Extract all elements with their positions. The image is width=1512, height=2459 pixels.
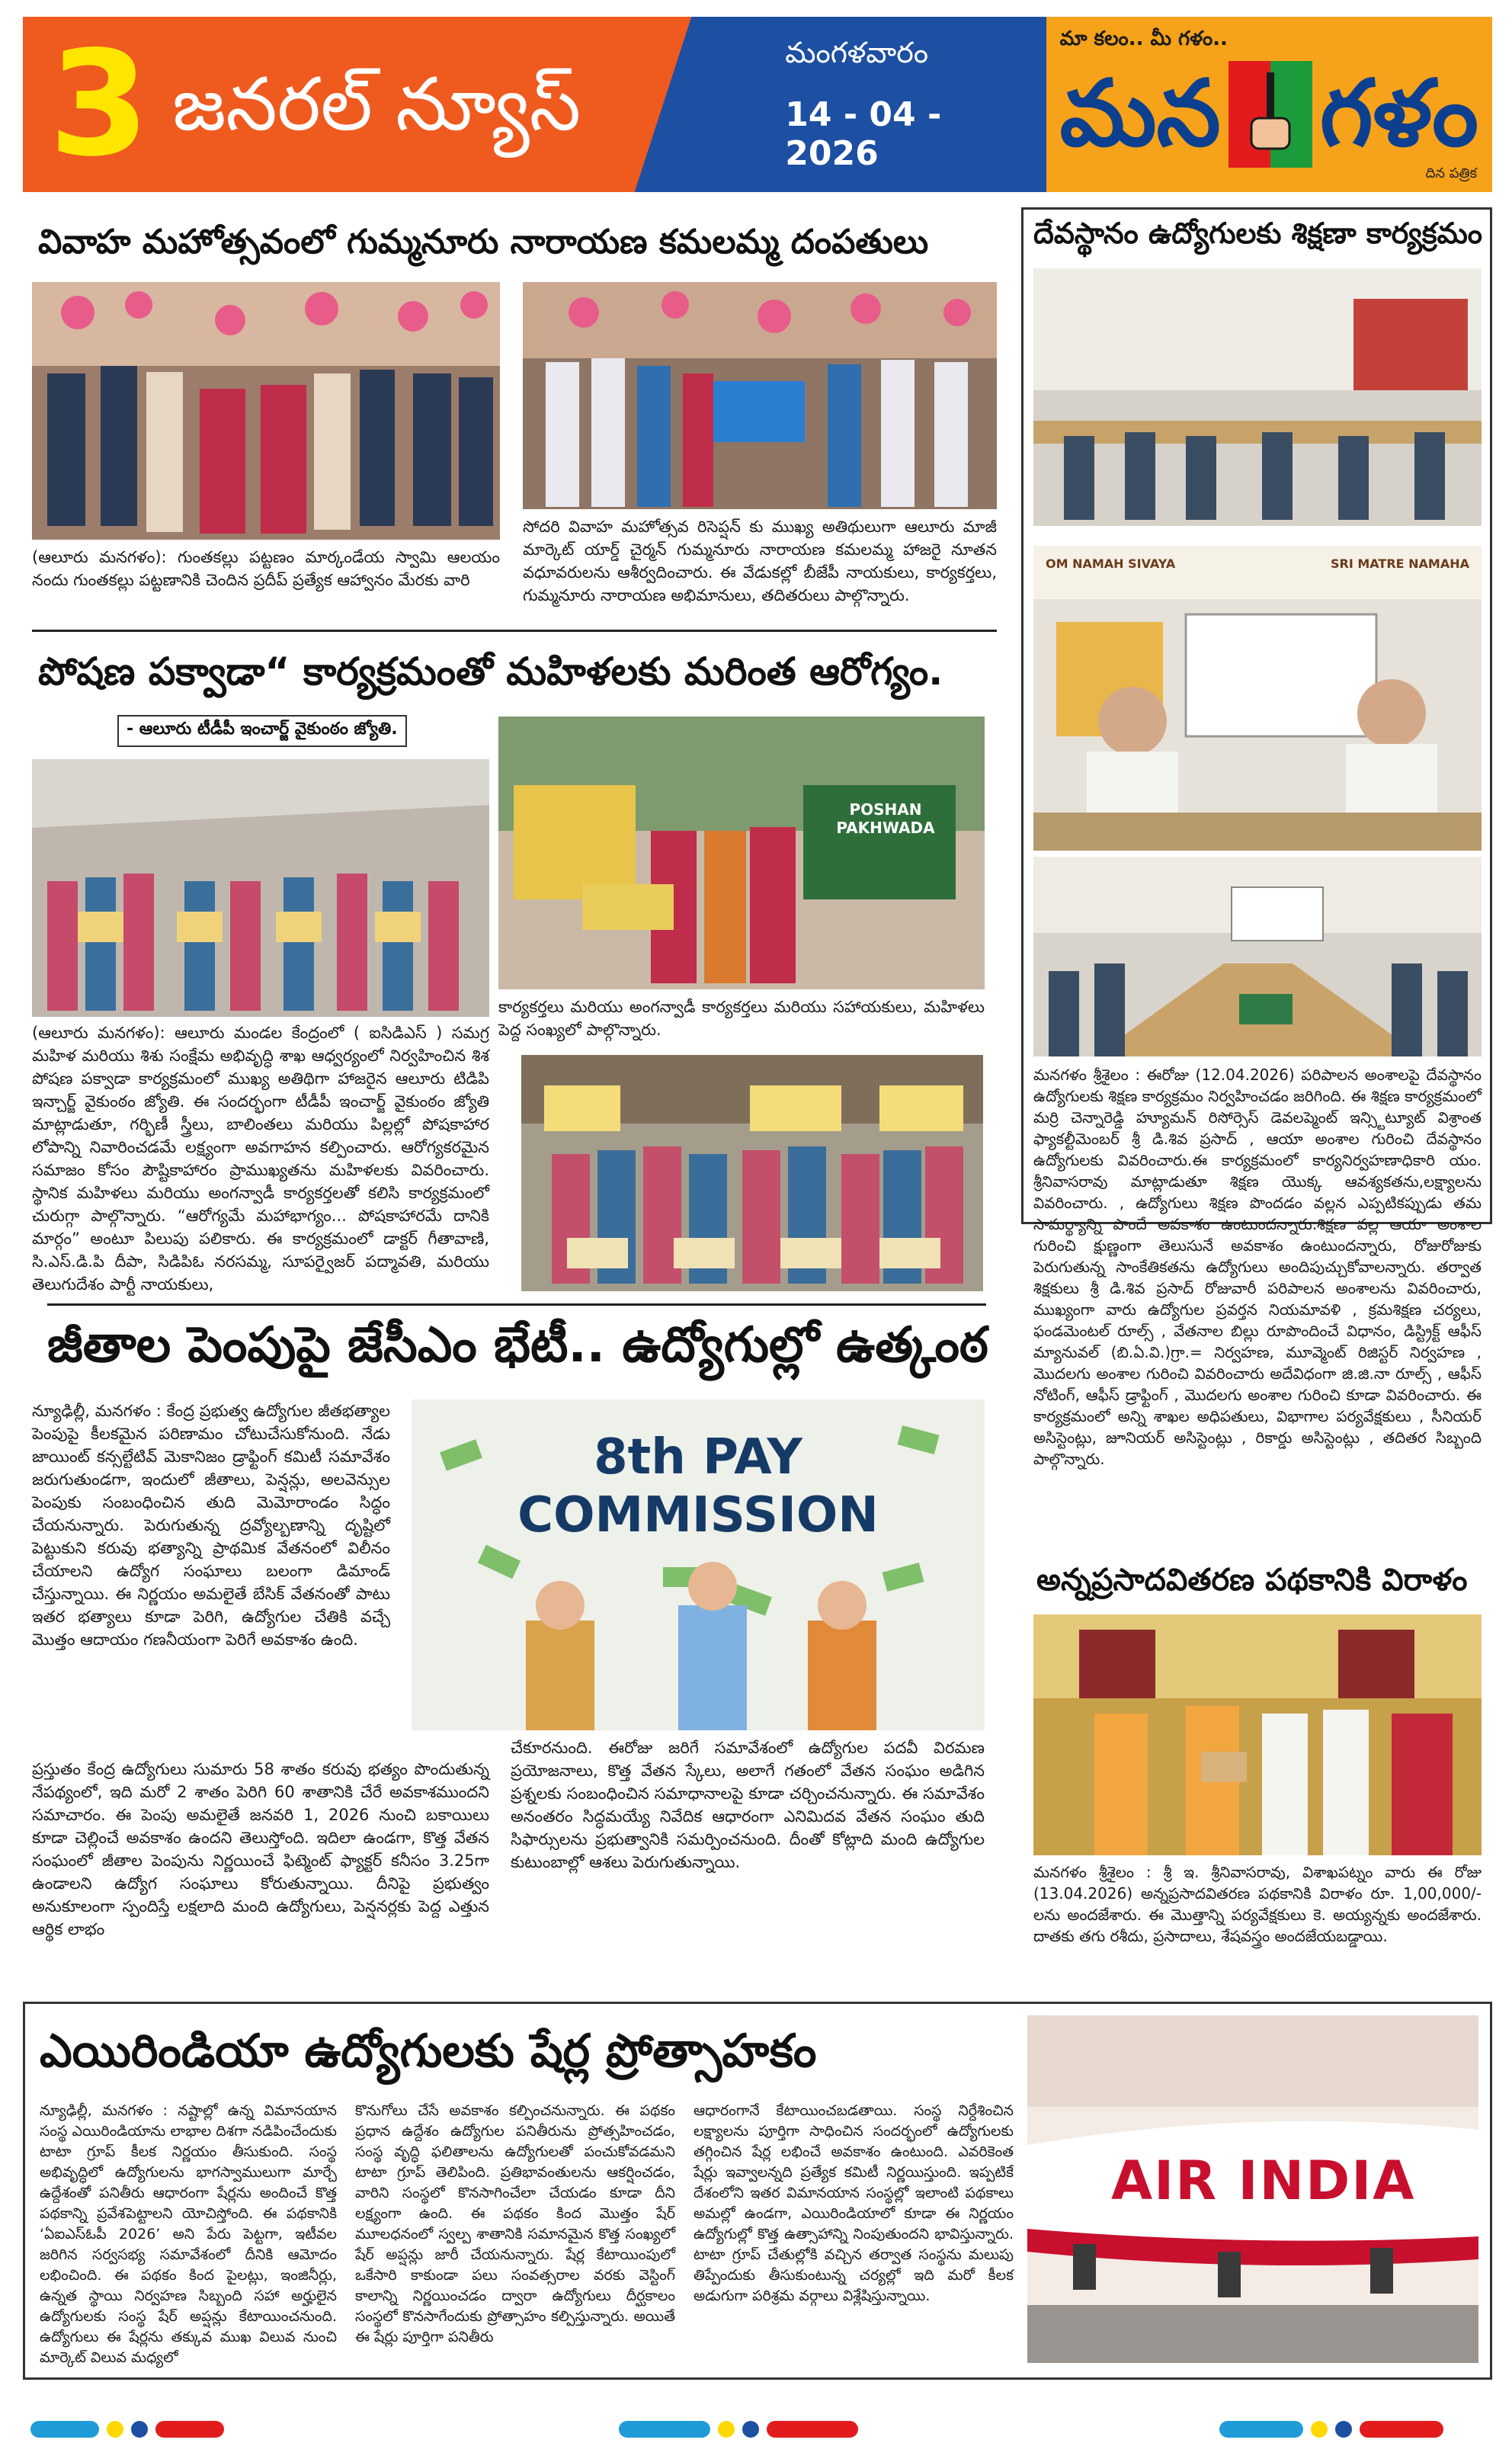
poshan-photo-women xyxy=(521,1055,983,1291)
article4-col1: న్యూఢిల్లీ, మనగళం : నష్టాల్లో ఉన్న విమానయాన సంస్థ ఎయిరిండియాను లాభాల దిశగా నడిపించేందుకు టాటా గ్రూప్ కీలక నిర్ణయం తీసుకుంది. సంస్థ అభివృద్ధిలో ఉద్యోగులను భాగస్వాములుగా మార్చే ఉద్దేశంతో పనితీరు ఆధారంగా షేర్లను అందించే కొత్త పథకాన్ని ప్రవేశపెట్టాలని యోచిస్తోంది. ఈ పథకానికి ‘ఏఐఎస్ఓపీ 2026’ అని పేరు పెట్టగా, ఇటీవల జరిగిన సర్వసభ్య సమావేశంలో దీనికి ఆమోదం లభించింది. ఈ పథకం కింద పైలట్లు, ఇంజినీర్లు, ఉన్నత స్థాయి నిర్వహణ సిబ్బంది సహా అర్హులైన ఉద్యోగులకు సంస్థ షేర్ అప్షన్లు కేటాయించనుంది. ఉద్యోగులు ఈ షేర్లను తక్కువ ముఖ విలువ నుంచి మార్కెట్ విలువ మధ్యలో xyxy=(40,2102,337,2366)
issue-day: మంగళవారం xyxy=(785,36,929,69)
sidebar2-headline: అన్నప్రసాదవితరణ పథకానికి విరాళం xyxy=(1036,1563,1468,1598)
masthead-section-panel xyxy=(23,17,694,192)
footer-dots-center xyxy=(619,2419,858,2439)
article4-col3: ఆధారంగానే కేటాయించబడతాయి. సంస్థ నిర్దేశించిన లక్ష్యాలను పూర్తిగా సాధించిన సందర్భంలో ఉద్యోగులకు తగ్గించిన షేర్ల లభించే అవకాశం ఉంటుంది. ఎవరికెంత షేర్లు ఇవ్వాలన్నది ప్రత్యేక కమిటీ నిర్ణయిస్తుంది. ఇప్పటికే దేశంలోని ఇతర విమానయాన సంస్థల్లో ఇలాంటి పథకాలు అమల్లో ఉండగా, ఎయిరిండియాలో కూడా ఈ నిర్ణయం ఉద్యోగుల్లో కొత్త ఉత్సాహాన్ని నింపుతుందని భావిస్తున్నారు. టాటా గ్రూప్ చేతుల్లోకి వచ్చిన తర్వాత సంస్థను మలుపు తిప్పేందుకు తీసుకుంటున్న చర్యల్లో ఇది మరో కీలక అడుగుగా పరిశ్రమ వర్గాలు విశ్లేషిస్తున్నాయి. xyxy=(694,2102,1014,2304)
poshan-poster-text: POSHAN PAKHWADA xyxy=(836,800,935,837)
training-banner-right: SRI MATRE NAMAHA xyxy=(1330,556,1469,571)
divider xyxy=(32,630,997,632)
poshan-photo-stage xyxy=(498,717,985,989)
training-photo-1 xyxy=(1033,268,1482,526)
footer-dots-left xyxy=(30,2419,224,2439)
article4-headline: ఎయిరిండియా ఉద్యోగులకు షేర్ల ప్రోత్సాహకం xyxy=(40,2025,817,2078)
article3-body-right: చేకూరనుంది. ఈరోజు జరిగే సమావేశంలో ఉద్యోగుల పదవీ విరమణ ప్రయోజనాలు, కొత్త వేతన స్కేలు, అలాగే గతంలో వేతన సంఘం అడిగిన ప్రశ్నలకు సంబంధించిన సమాధానాలపై కూడా చర్చించనున్నారు. ఈ సమావేశం అనంతరం సిద్ధమయ్యే నివేదిక ఆధారంగా ఎనిమిదవ వేతన సంఘం తుది సిఫార్సులను ప్రభుత్వానికి సమర్పించనుంది. దీంతో కోట్లాది మంది ఉద్యోగుల కుటుంబాల్లో ఆశలు పెరుగుతున్నాయి. xyxy=(511,1739,985,1871)
divider xyxy=(47,1303,986,1306)
training-banner-left: OM NAMAH SIVAYA xyxy=(1046,556,1176,571)
sidebar1-headline: దేవస్థానం ఉద్యోగులకు శిక్షణా కార్యక్రమం xyxy=(1033,216,1483,250)
masthead-logo-panel xyxy=(1046,17,1492,192)
article2-credit: - ఆలూరు టీడీపీ ఇంచార్జ్ వైకుంఠం జ్యోతి. xyxy=(117,715,407,747)
article4-col2: కొనుగోలు చేసే అవకాశం కల్పించనున్నారు. ఈ పథకం ప్రధాన ఉద్దేశం ఉద్యోగుల పనితీరును ప్రోత్సహించడం, సంస్థ వృద్ధి ఫలితాలను ఉద్యోగులతో పంచుకోవడమని టాటా గ్రూప్ తెలిపింది. ప్రతిభావంతులను ఆకర్షించడం, వారిని సంస్థలో కొనసాగించేలా చేయడం కూడా దీని లక్ష్యంగా ఉంది. ఈ పథకం కింద మొత్తం షేర్ మూలధనంలో స్వల్ప శాతానికి సమానమైన కొత్త సంఖ్యలో షేర్ అప్షన్లు జారీ చేయనున్నారు. షేర్ల కేటాయింపులో ఒకేసారి కాకుండా పలు సంవత్సరాల వరకు వెస్టింగ్ కాలాన్ని నిర్ణయించడం ద్వారా ఉద్యోగులు దీర్ఘకాలం సంస్థలో కొనసాగేందుకు ప్రోత్సాహం కల్పిస్తున్నారు. అయితే ఈ షేర్లు పూర్తిగా పనితీరు xyxy=(355,2102,675,2345)
newspaper-logo xyxy=(1060,61,1478,168)
wedding-photo-right xyxy=(523,282,997,509)
air-india-logo-text: AIR INDIA xyxy=(1111,2150,1416,2212)
article2-body: (ఆలూరు మనగళం): ఆలూరు మండల కేంద్రంలో ( ఐసిడిఎస్ ) సమగ్ర మహిళ మరియు శిశు సంక్షేమ అభివృద్ధి శాఖ ఆధ్వర్యంలో నిర్వహించిన శిశ పోషణ పక్వాడా కార్యక్రమంలో ముఖ్య అతిథిగా హాజరైన ఆలూరు టిడిపి ఇన్చార్జ్ వైకుంఠం జ్యోతి. ఈ సందర్భంగా టీడీపీ ఇంచార్జ్ వైకుంఠం జ్యోతి మాట్లాడుతూ, గర్భిణీ స్త్రీలు, బాలింతలు మరియు పిల్లల్లో పోషకాహార లోపాన్ని నివారించడమే లక్ష్యంగా అవగాహన కల్పించారు. ఆరోగ్యకరమైన సమాజం కోసం పౌష్టికాహారం ప్రాముఖ్యతను మహిళలకు వివరించారు. స్థానిక మహిళలు మరియు అంగన్వాడీ కార్యకర్తలతో కలిసి కార్యక్రమంలో చురుగ్గా పాల్గొన్నారు. “ఆరోగ్యమే మహాభాగ్యం... పోషకాహారమే దానికి మార్గం” అంటూ పిలుపు పలికారు. ఈ కార్యక్రమంలో డాక్టర్ గీతావాణి, సి.ఎస్.డి.పి దీపా, సిడిపిఓ నరసమ్మ, సూపర్వైజర్ పద్మావతి, మరియు తెలుగుదేశం పార్టీ నాయకులు, xyxy=(32,1024,489,1294)
donation-photo xyxy=(1033,1614,1482,1855)
masthead-date-panel xyxy=(694,17,1046,192)
logo-tagline: దిన పత్రిక xyxy=(1425,165,1477,181)
wedding-photo-left xyxy=(32,282,500,540)
masthead xyxy=(23,17,1492,192)
pay-commission-title-line2: COMMISSION xyxy=(517,1487,879,1544)
article3-body-left: న్యూఢిల్లీ, మనగళం : కేంద్ర ప్రభుత్వ ఉద్యోగుల జీతభత్యాల పెంపుపై కీలకమైన పరిణామం చోటుచేసుకోనుంది. నేడు జాయింట్ కన్సల్టేటివ్ మెకానిజం డ్రాఫ్టింగ్ కమిటీ సమావేశం జరుగుతుండగా, ఇందులో జీతాలు, పెన్షన్లు, అలవెన్సుల పెంపుకు సంబంధించిన తుది మెమోరాండం సిద్ధం చేయనున్నారు. పెరుగుతున్న ద్రవ్యోల్బణాన్ని దృష్టిలో పెట్టుకుని కరువు భత్యాన్ని ప్రాథమిక వేతనంలో విలీనం చేయాలని ఉద్యోగ సంఘాలు బలంగా డిమాండ్ చేస్తున్నాయి. ఈ నిర్ణయం అమలైతే బేసిక్ వేతనంతో పాటు ఇతర భత్యాలు కూడా పెరిగి, ఉద్యోగుల చేతికి వచ్చే మొత్తం ఆదాయం గణనీయంగా పెరిగే అవకాశం ఉంది. xyxy=(32,1402,390,1649)
logo-slogan: మా కలం.. మీ గళం.. xyxy=(1059,27,1228,50)
article2-headline: పోషణ పక్వాడా“ కార్యక్రమంతో మహిళలకు మరింత ఆరోగ్యం. xyxy=(38,649,943,694)
logo-word-galam: గళం xyxy=(1319,61,1478,167)
air-india-plane-photo xyxy=(1027,2015,1478,2363)
poshan-photo-group xyxy=(32,759,489,1017)
fist-pen-icon xyxy=(1228,61,1312,168)
page-number: 3 xyxy=(49,20,150,188)
article3-headline: జీతాల పెంపుపై జేసీఎం భేటీ.. ఉద్యోగుల్లో ఉత్కంఠ xyxy=(47,1317,988,1374)
article2-caption: కార్యకర్తలు మరియు అంగన్వాడీ కార్యకర్తలు మరియు సహాయకులు, మహిళలు పెద్ద సంఖ్యలో పాల్గొన్నారు. xyxy=(498,998,985,1039)
training-photo-3 xyxy=(1033,857,1482,1056)
sidebar1-body: మనగళం శ్రీశైలం : ఈరోజు (12.04.2026) పరిపాలన అంశాలపై దేవస్థానం ఉద్యోగులకు శిక్షణ కార్యక్రమం నిర్వహించడం జరిగింది. ఈ శిక్షణ కార్యక్రమంలో మర్రి చెన్నారెడ్డి హ్యూమన్ రిసోర్సెస్ డెవలప్మెంట్ ఇన్స్టిట్యూట్ విశ్రాంత ఫ్యాకల్టీమెంబర్ శ్రీ డి.శివ ప్రసాద్ , ఆయా అంశాల గురించి దేవస్థానం ఉద్యోగులకు వివరించారు.ఈ కార్యక్రమంలో కార్యనిర్వహణాధికారి యం. శ్రీనివాసరావు మాట్లాడుతూ శిక్షణ యొక్క ఆవశ్యకతను,లక్ష్యాలను వివరించారు. , ఉద్యోగులు శిక్షణ పొందడం వల్లన ఎప్పటికప్పుడు తమ సామర్థ్యాన్ని పొందే అవకాశం ఉంటుందన్నారు.శిక్షణ వల్ల ఆయా అంశాల గురించి క్షుణ్ణంగా తెలుసునే అవకాశం ఉంటుందన్నారు, రోజురోజుకు పెరుగుతున్న సాంకేతికతను ఉద్యోగులు అందిపుచ్చుకోవాలన్నారు. తర్వాత శిక్షకులు శ్రీ డి.శివ ప్రసాద్ రోజువారీ పరిపాలన అంశాలను వివరించారు, ముఖ్యంగా వారు ఉద్యోగుల ప్రవర్తన నియమావళి , క్రమశిక్షణ చర్యలు, ఫండమెంటల్ రూల్స్ , వేతనాల బిల్లు రూపొందించే విధానం, డిస్ట్రిక్ట్ ఆఫీస్ మ్యానువల్ (బి.ఏ.వి.)గ్రా.= నిర్వహణ, మూవ్మెంట్ రిజిస్టర్ నిర్వహణ , మొదలగు అంశాల గురించి వివరించారు అదేవిధంగా జి.జి.నా రూల్స్ , ఆఫీస్ నోటింగ్, ఆఫీస్ డ్రాఫ్టింగ్ , మొదలగు అంశాల గురించి కూడా వివరించారు. ఈ కార్యక్రమంలో అన్ని శాఖల అధిపతులు, విభాగాల పర్యవేక్షకులు , సీనియర్ అసిస్టెంట్లు, జూనియర్ అసిస్టెంట్లు , రికార్డు అసిస్టెంట్లు , తదితర సిబ్బంది పాల్గొన్నారు. xyxy=(1033,1066,1482,1468)
section-title: జనరల్ న్యూస్ xyxy=(172,62,581,147)
logo-word-mana: మన xyxy=(1059,61,1221,167)
article1-headline: వివాహ మహోత్సవంలో గుమ్మనూరు నారాయణ కమలమ్మ దంపతులు xyxy=(38,223,929,261)
footer-dots-right xyxy=(1219,2419,1443,2439)
pay-commission-title-line1: 8th PAY xyxy=(594,1429,802,1486)
sidebar2-body: మనగళం శ్రీశైలం : శ్రీ ఇ. శ్రీనివాసరావు, విశాఖపట్నం వారు ఈ రోజు (13.04.2026) అన్నప్రసాదవితరణ పథకానికి విరాళం రూ. 1,00,000/-లను అందజేశారు. ఈ మొత్తాన్ని పర్యవేక్షకులు కె. అయ్యన్నకు అందజేశారు. దాతకు తగు రశీదు, ప్రసాదాలు, శేషవస్త్రం అందజేయబడ్డాయి. xyxy=(1033,1863,1482,1945)
issue-date: 14 - 04 - 2026 xyxy=(785,95,942,173)
article3-body-left2: ప్రస్తుతం కేంద్ర ఉద్యోగులు సుమారు 58 శాతం కరువు భత్యం పొందుతున్న నేపథ్యంలో, ఇది మరో 2 శాతం పెరిగి 60 శాతానికి చేరే అవకాశముందని సమాచారం. ఈ పెంపు అమలైతే జనవరి 1, 2026 నుంచి బకాయిలు కూడా చెల్లించే అవకాశం ఉందని తెలుస్తోంది. ఇదిలా ఉండగా, కొత్త వేతన సంఘంలో జీతాల పెంపును నిర్ణయించే ఫిట్మెంట్ ఫ్యాక్టర్ కనీసం 3.25గా ఉండాలని ఉద్యోగ సంఘాలు కోరుతున్నాయి. దీనిపై ప్రభుత్వం అనుకూలంగా స్పందిస్తే లక్షలాది మంది ఉద్యోగులు, పెన్షనర్లకు పెద్ద ఎత్తున ఆర్థిక లాభం xyxy=(32,1760,489,1938)
article1-caption-right: సోదరి వివాహ మహోత్సవ రిసెప్షన్ కు ముఖ్య అతిథులుగా ఆలూరు మాజీ మార్కెట్ యార్డ్ చైర్మన్ గుమ్మనూరు నారాయణ కమలమ్మ హాజరై నూతన వధూవరులను ఆశీర్వదించారు. ఈ వేడుకల్లో బీజేపీ నాయకులు, కార్యకర్తలు, గుమ్మనూరు నారాయణ అభిమానులు, తదితరులు పాల్గొన్నారు. xyxy=(523,518,997,604)
training-photo-2 xyxy=(1033,546,1482,851)
article1-caption-left: (ఆలూరు మనగళం): గుంతకల్లు పట్టణం మార్కండేయ స్వామి ఆలయం నందు గుంతకల్లు పట్టణానికి చెందిన ప్రదీప్ ప్రత్యేక ఆహ్వానం మేరకు వారి xyxy=(32,548,500,589)
pay-commission-graphic xyxy=(412,1399,985,1730)
